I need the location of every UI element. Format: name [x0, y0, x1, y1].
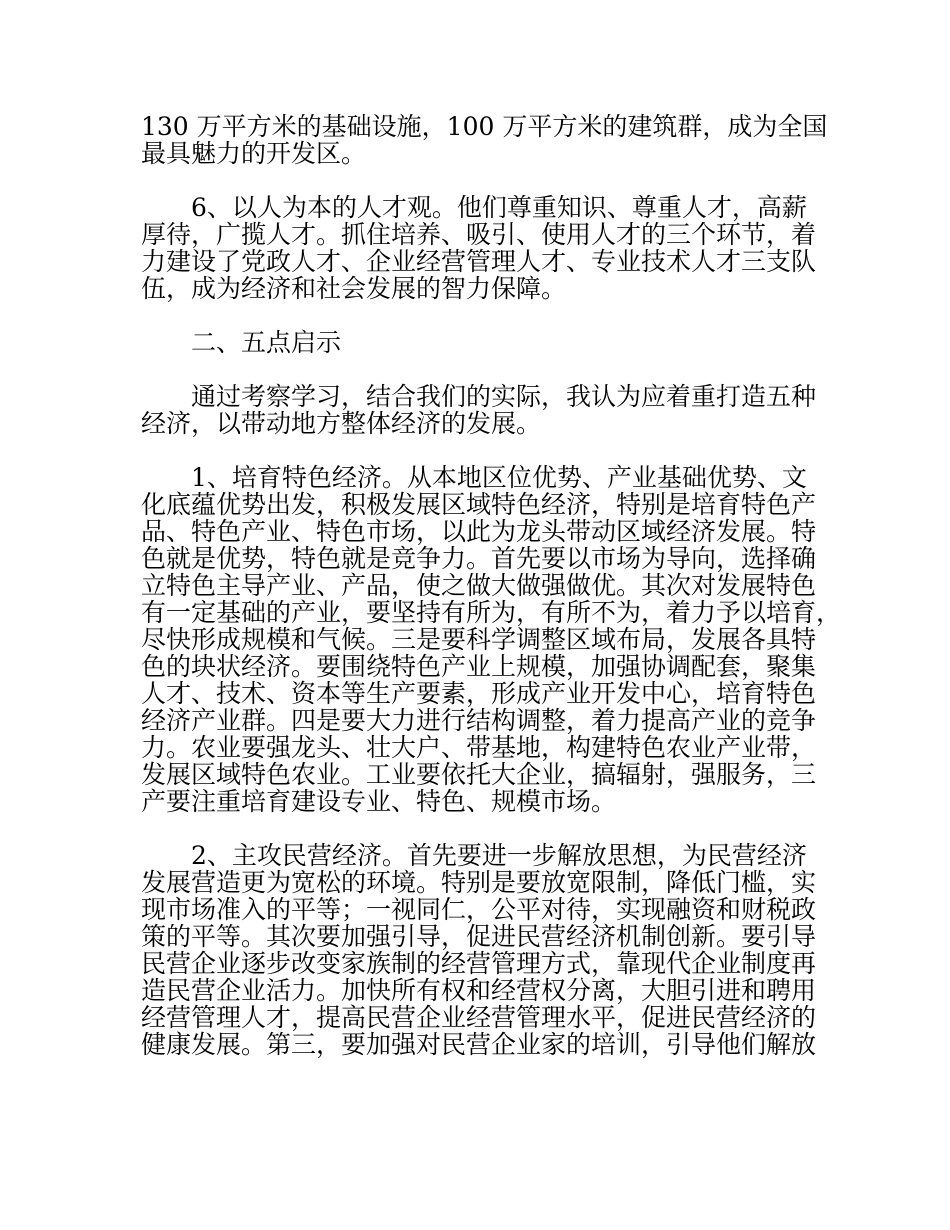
text-line: 健康发展。第三，要加强对民营企业家的培训，引导他们解放 [141, 1030, 817, 1059]
paragraph-talent-view [141, 194, 821, 302]
text-line: 发展营造更为宽松的环境。特别是要放宽限制，降低门槛，实 [141, 868, 817, 897]
text-line: 民营企业逐步改变家族制的经营管理方式，靠现代企业制度再 [141, 949, 817, 978]
heading-line: 二、五点启示 [191, 328, 342, 357]
text-line: 现市场准入的平等；一视同仁，公平对待，实现融资和财税政 [141, 895, 817, 924]
paragraph-private-economy [141, 842, 821, 1058]
text-line: 立特色主导产业、产品，使之做大做强做优。其次对发展特色 [141, 571, 817, 600]
text-line: 130 万平方米的基础设施，100 万平方米的建筑群，成为全国 [141, 112, 828, 141]
text-line: 6、以人为本的人才观。他们尊重知识、尊重人才，高薪 [191, 193, 807, 222]
text-line: 最具魅力的开发区。 [141, 139, 367, 168]
text-line: 化底蕴优势出发，积极发展区域特色经济，特别是培育特色产 [141, 490, 817, 519]
text-line: 色的块状经济。要围绕特色产业上规模，加强协调配套，聚集 [141, 652, 817, 681]
text-line: 产要注重培育建设专业、特色、规模市场。 [141, 787, 617, 816]
text-line: 有一定基础的产业，要坚持有所为，有所不为，着力予以培育， [141, 598, 842, 627]
text-line: 造民营企业活力。加快所有权和经营权分离，大胆引进和聘用 [141, 976, 817, 1005]
text-line: 色就是优势，特色就是竞争力。首先要以市场为导向，选择确 [141, 544, 817, 573]
paragraph-intro [141, 383, 821, 437]
text-line: 力。农业要强龙头、壮大户、带基地，构建特色农业产业带， [141, 733, 817, 762]
text-line: 通过考察学习，结合我们的实际，我认为应着重打造五种 [191, 382, 817, 411]
text-line: 厚待，广揽人才。抓住培养、吸引、使用人才的三个环节，着 [141, 220, 817, 249]
paragraph-featured-economy [141, 463, 842, 816]
paragraph-continuation [141, 112, 828, 168]
text-line: 经济，以带动地方整体经济的发展。 [141, 409, 542, 438]
text-line: 力建设了党政人才、企业经营管理人才、专业技术人才三支队 [141, 247, 817, 276]
text-line: 策的平等。其次要加强引导，促进民营经济机制创新。要引导 [141, 922, 817, 951]
text-line: 尽快形成规模和气候。三是要科学调整区域布局，发展各具特 [141, 625, 817, 654]
section-heading [141, 329, 821, 356]
text-line: 经营管理人才，提高民营企业经营管理水平，促进民营经济的 [141, 1003, 817, 1032]
text-line: 品、特色产业、特色市场，以此为龙头带动区域经济发展。特 [141, 517, 817, 546]
text-line: 经济产业群。四是要大力进行结构调整，着力提高产业的竞争 [141, 706, 817, 735]
text-line: 人才、技术、资本等生产要素，形成产业开发中心，培育特色 [141, 679, 817, 708]
text-line: 发展区域特色农业。工业要依托大企业，搞辐射，强服务，三 [141, 760, 817, 789]
text-line: 伍，成为经济和社会发展的智力保障。 [141, 274, 567, 303]
text-line: 1、培育特色经济。从本地区位优势、产业基础优势、文 [191, 463, 807, 492]
document-page [141, 112, 842, 1085]
text-line: 2、主攻民营经济。首先要进一步解放思想，为民营经济 [191, 841, 807, 870]
